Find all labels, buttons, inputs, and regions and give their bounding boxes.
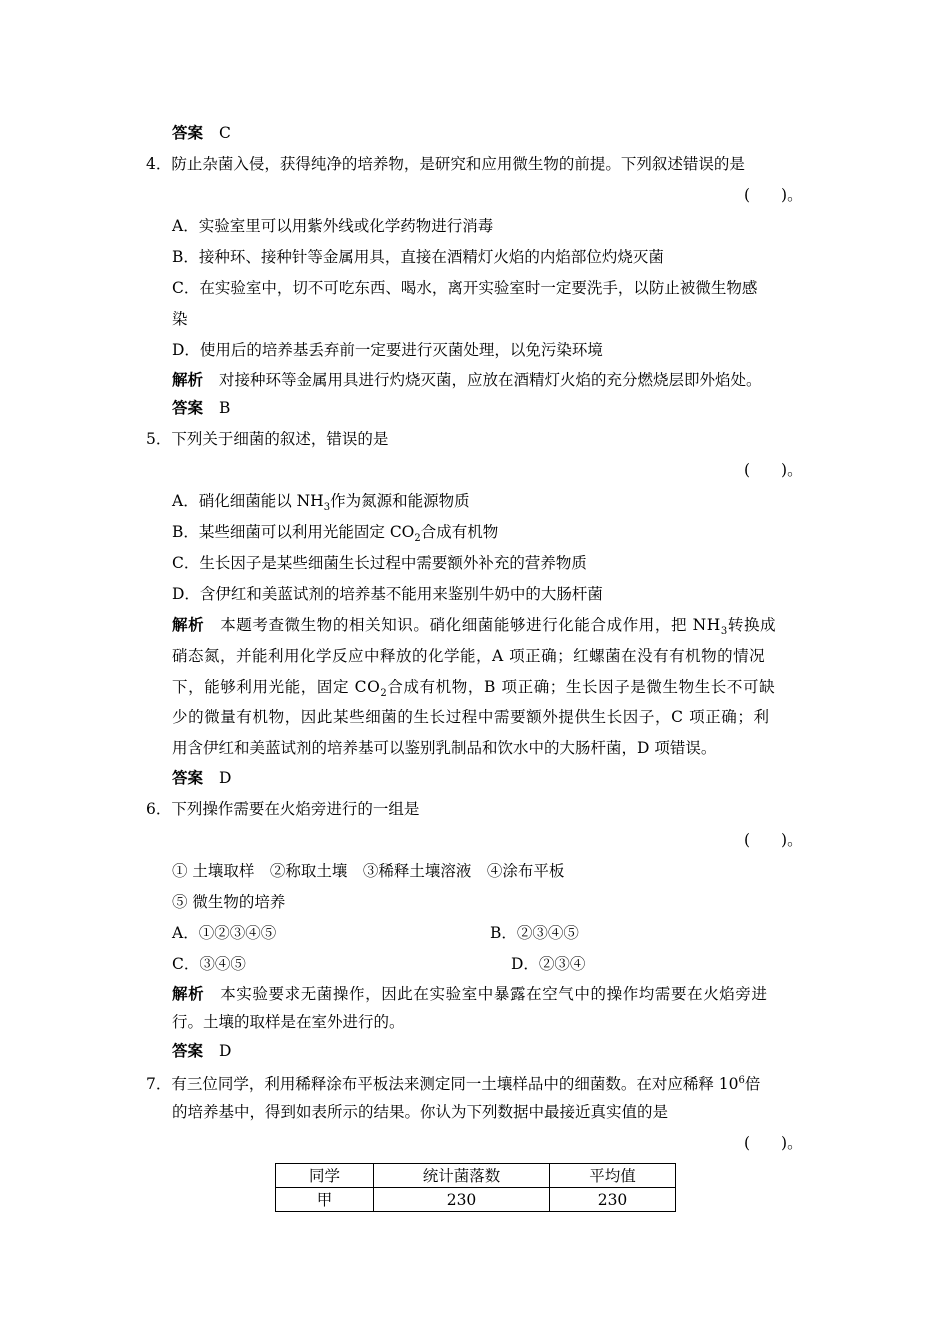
answer-label: 答案 [172, 768, 204, 787]
question-number: 5． [146, 430, 172, 448]
table-cell: 甲 [276, 1188, 374, 1212]
question-number: 7． [146, 1075, 172, 1094]
option-c: C．③④⑤ [172, 955, 246, 973]
subscript: 3 [323, 502, 331, 514]
option-a: A．①②③④⑤ [172, 924, 277, 942]
option-b: B．②③④⑤ [490, 924, 579, 942]
option-d: D．含伊红和美蓝试剂的培养基不能用来鉴别牛奶中的大肠杆菌 [172, 585, 603, 603]
subscript: 2 [380, 688, 388, 700]
analysis-text: 合成有机物，B 项正确；生长因子是微生物生长不可缺 [387, 678, 776, 696]
question-text: 倍 [744, 1075, 761, 1094]
analysis-line-2: 硝态氮，并能利用化学反应中释放的化学能，A 项正确；红螺菌在没有有机物的情况 [172, 647, 766, 665]
items-line-1: ① 土壤取样 ②称取土壤 ③稀释土壤溶液 ④涂布平板 [172, 862, 565, 880]
analysis-line-5: 用含伊红和美蓝试剂的培养基可以鉴别乳制品和饮水中的大肠杆菌，D 项错误。 [172, 739, 717, 757]
answer-value: C [219, 124, 231, 142]
table-header: 平均值 [550, 1164, 676, 1188]
option-b: B．接种环、接种针等金属用具，直接在酒精灯火焰的内焰部位灼烧灭菌 [172, 248, 664, 266]
answer-4 [172, 397, 230, 419]
table-header-row [276, 1164, 676, 1188]
table-row [276, 1188, 676, 1212]
subscript: 2 [414, 533, 421, 545]
option-d: D．②③④ [511, 955, 586, 973]
superscript: 6 [738, 1075, 745, 1086]
analysis-line-1 [172, 983, 768, 1005]
analysis-line-2: 行。土壤的取样是在室外进行的。 [172, 1013, 405, 1031]
table-cell: 230 [550, 1188, 676, 1212]
results-table [275, 1163, 676, 1212]
answer-label: 答案 [172, 123, 204, 142]
answer-paren: ( )。 [744, 186, 803, 204]
answer-5 [172, 767, 231, 789]
question-text: 下列关于细菌的叙述，错误的是 [171, 430, 389, 448]
table-header: 同学 [276, 1164, 374, 1188]
question-text: 防止杂菌入侵，获得纯净的培养物，是研究和应用微生物的前提。下列叙述错误的是 [171, 155, 745, 173]
option-a [172, 490, 470, 519]
option-text: 合成有机物 [420, 523, 499, 541]
analysis-label: 解析 [172, 370, 204, 389]
answer-paren: ( )。 [744, 1134, 803, 1152]
analysis-line-1 [172, 614, 776, 643]
analysis-text: 转换成 [727, 616, 777, 634]
analysis-label: 解析 [172, 615, 205, 634]
answer-paren: ( )。 [744, 461, 803, 479]
answer-paren: ( )。 [744, 831, 803, 849]
option-d: D．使用后的培养基丢弃前一定要进行灭菌处理，以免污染环境 [172, 341, 603, 359]
question-7-stem-cont: 的培养基中，得到如表所示的结果。你认为下列数据中最接近真实值的是 [172, 1103, 669, 1121]
analysis [172, 369, 762, 391]
option-c: C．生长因子是某些细菌生长过程中需要额外补充的营养物质 [172, 554, 587, 572]
answer-3 [172, 122, 231, 144]
question-number: 6． [146, 800, 172, 818]
question-7-stem [146, 1070, 760, 1095]
question-5-stem [146, 428, 388, 450]
analysis-line-3 [172, 676, 775, 705]
option-a: A．实验室里可以用紫外线或化学药物进行消毒 [172, 217, 494, 235]
option-c: C．在实验室中，切不可吃东西、喝水，离开实验室时一定要洗手，以防止被微生物感 [172, 279, 758, 297]
items-line-2: ⑤ 微生物的培养 [172, 893, 286, 911]
answer-6 [172, 1040, 231, 1062]
analysis-text: 下，能够利用光能，固定 CO [172, 678, 381, 696]
option-text: A．硝化细菌能以 NH [172, 492, 324, 510]
option-text: B．某些细菌可以利用光能固定 CO [172, 523, 415, 541]
question-number: 4． [146, 155, 172, 173]
answer-value: B [219, 399, 231, 417]
answer-label: 答案 [172, 398, 204, 417]
question-4-stem [146, 153, 745, 175]
table-cell: 230 [374, 1188, 550, 1212]
analysis-line-4: 少的微量有机物，因此某些细菌的生长过程中需要额外提供生长因子，C 项正确；利 [172, 708, 770, 726]
analysis-text: 本题考查微生物的相关知识。硝化细菌能够进行化能合成作用，把 NH [220, 616, 721, 634]
analysis-label: 解析 [172, 984, 205, 1003]
question-6-stem [146, 798, 419, 820]
question-text: 下列操作需要在火焰旁进行的一组是 [171, 800, 420, 818]
analysis-text: 对接种环等金属用具进行灼烧灭菌，应放在酒精灯火焰的充分燃烧层即外焰处。 [219, 371, 762, 389]
question-text: 有三位同学，利用稀释涂布平板法来测定同一土壤样品中的细菌数。在对应稀释 10 [171, 1075, 739, 1094]
answer-label: 答案 [172, 1041, 204, 1060]
option-text: 作为氮源和能源物质 [330, 492, 470, 510]
subscript: 3 [720, 626, 728, 638]
analysis-text: 本实验要求无菌操作，因此在实验室中暴露在空气中的操作均需要在火焰旁进 [220, 985, 768, 1003]
option-b [172, 521, 498, 550]
answer-value: D [219, 1042, 232, 1060]
table-header: 统计菌落数 [374, 1164, 550, 1188]
option-c-cont: 染 [172, 310, 188, 328]
answer-value: D [219, 769, 232, 787]
